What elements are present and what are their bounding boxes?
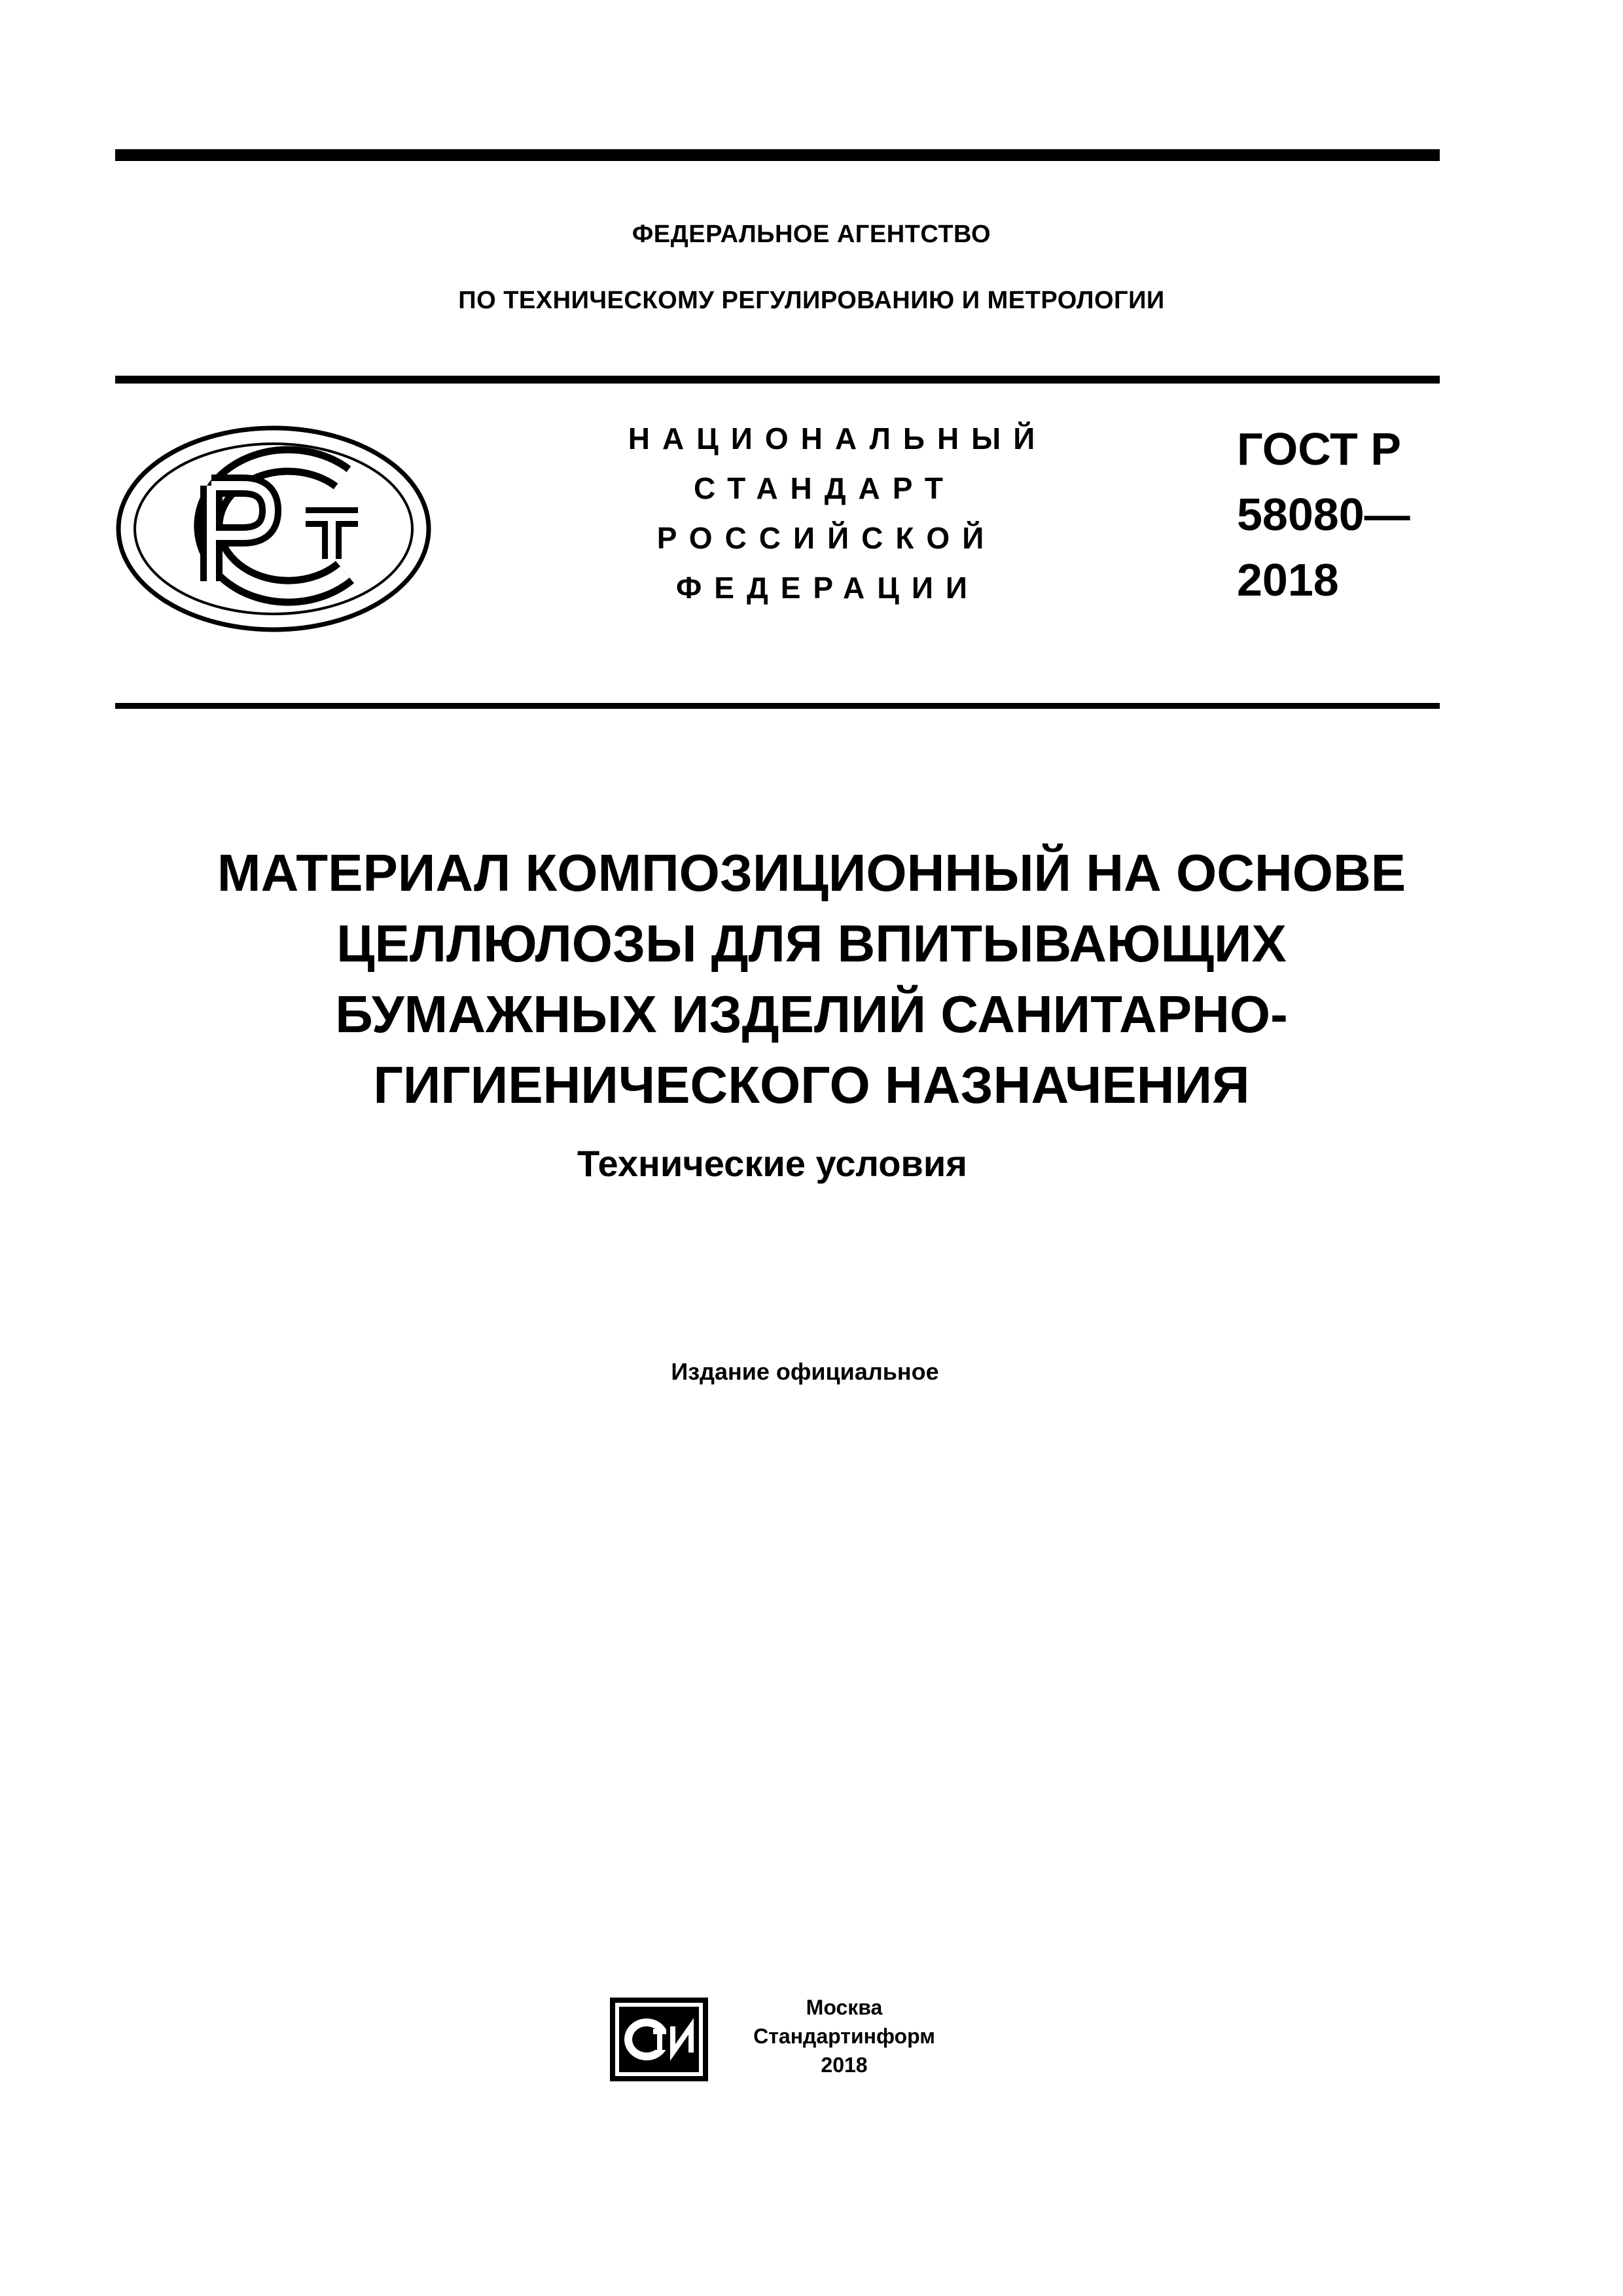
national-standard-line: РОССИЙСКОЙ [656, 521, 997, 555]
national-standard-line: НАЦИОНАЛЬНЫЙ [628, 422, 1048, 456]
agency-line-1: ФЕДЕРАЛЬНОЕ АГЕНТСТВО [632, 221, 991, 248]
national-standard-line: СТАНДАРТ [694, 471, 955, 505]
title-line: ЦЕЛЛЮЛОЗЫ ДЛЯ ВПИТЫВАЮЩИХ [336, 914, 1287, 973]
document-subtitle: Технические условия [577, 1143, 967, 1184]
publisher-name: Стандартинформ [753, 2024, 935, 2048]
rst-gost-mark-icon [115, 424, 433, 634]
designation-line-1: ГОСТ Р [1237, 423, 1401, 475]
publisher-year: 2018 [821, 2053, 868, 2077]
edition-label: Издание официальное [671, 1358, 939, 1385]
top-rule [115, 149, 1440, 161]
title-line: ГИГИЕНИЧЕСКОГО НАЗНАЧЕНИЯ [373, 1056, 1250, 1114]
middle-rule [115, 376, 1440, 384]
designation-line-2: 58080— [1237, 489, 1410, 540]
standard-designation [1237, 416, 1410, 613]
agency-line-2: ПО ТЕХНИЧЕСКОМУ РЕГУЛИРОВАНИЮ И МЕТРОЛОГИИ [458, 287, 1165, 314]
standartinform-logo-icon [610, 1998, 708, 2081]
document-title [98, 838, 1525, 1121]
publisher-block [733, 1993, 955, 2079]
national-standard-line: ФЕДЕРАЦИИ [676, 571, 980, 605]
designation-line-3: 2018 [1237, 554, 1339, 605]
title-line: БУМАЖНЫХ ИЗДЕЛИЙ САНИТАРНО- [335, 985, 1288, 1043]
title-line: МАТЕРИАЛ КОМПОЗИЦИОННЫЙ НА ОСНОВЕ [217, 844, 1406, 902]
national-standard-label [602, 414, 1073, 613]
publisher-city: Москва [806, 1996, 883, 2019]
lower-rule [115, 703, 1440, 709]
